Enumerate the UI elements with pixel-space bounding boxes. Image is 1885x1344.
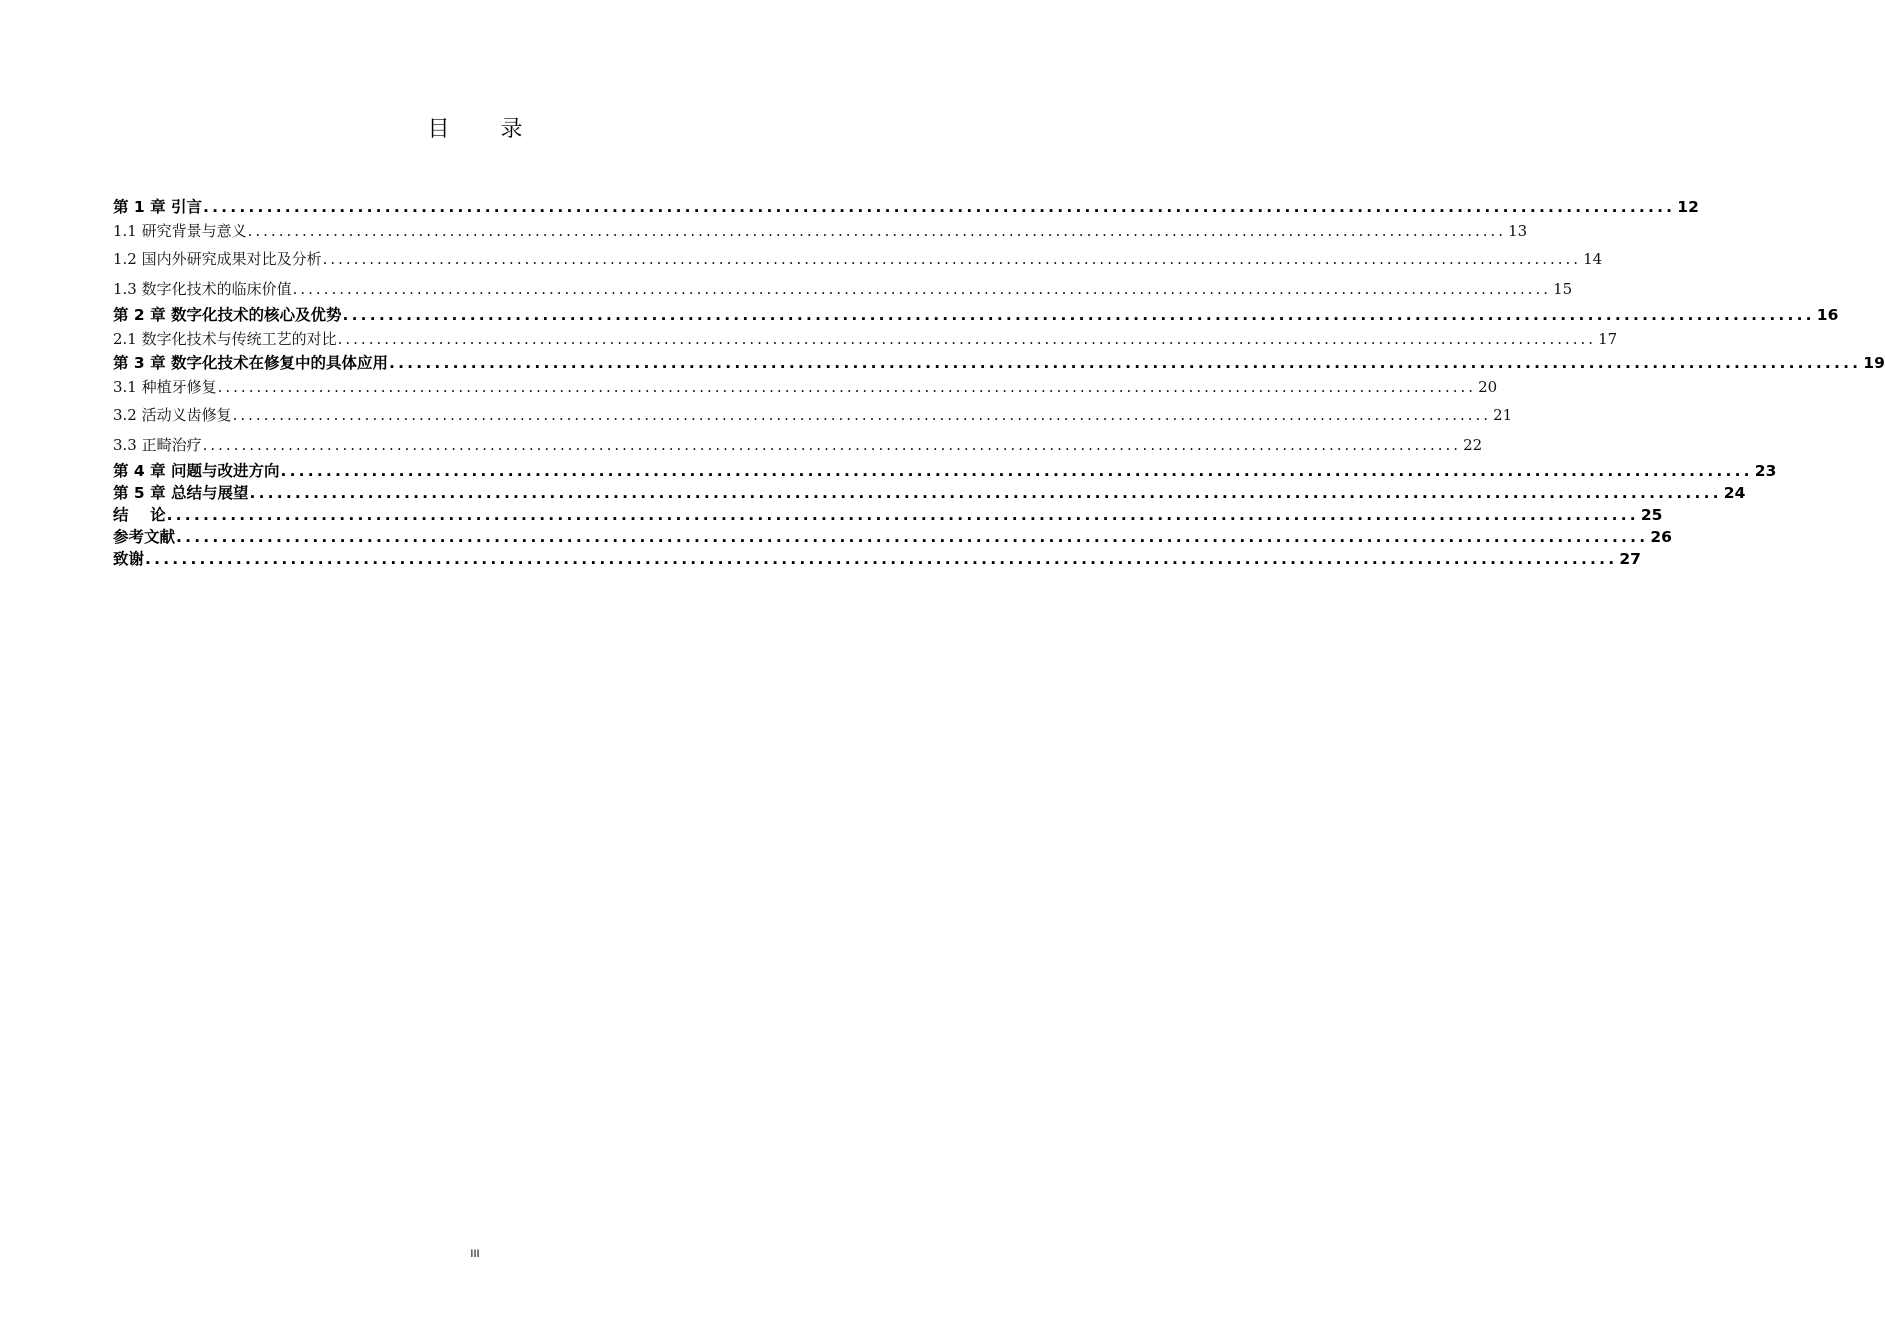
toc-entry-section-1-3[interactable] [113, 274, 1573, 304]
toc-entry-page: 12 [1677, 198, 1699, 216]
toc-entry-chapter-3[interactable] [113, 352, 1885, 374]
toc-entry-section-3-2[interactable] [113, 400, 1513, 430]
toc-entry-label: 第 4 章 问题与改进方向 [113, 462, 280, 480]
toc-entry-label: 致谢 [113, 550, 145, 568]
toc-entry-page: 22 [1463, 436, 1483, 454]
toc-leader-dots: .................................................................................................................................................................. [202, 436, 1462, 454]
toc-entry-page: 19 [1863, 354, 1885, 372]
toc-entry-chapter-5[interactable] [113, 482, 1746, 504]
toc-entry-label: 参考文献 [113, 528, 176, 546]
toc-entry-section-1-2[interactable] [113, 244, 1603, 274]
table-of-contents [113, 196, 1885, 570]
toc-entry-page: 23 [1754, 462, 1777, 480]
toc-entry-label: 1.1 研究背景与意义 [113, 222, 247, 240]
toc-leader-dots: .................................................................................................................................................................. [176, 528, 1649, 546]
toc-entry-label: 2.1 数字化技术与传统工艺的对比 [113, 330, 337, 348]
toc-entry-page: 21 [1493, 406, 1513, 424]
toc-entry-page: 24 [1723, 484, 1746, 502]
toc-entry-page: 27 [1619, 550, 1641, 568]
toc-entry-section-2-1[interactable] [113, 326, 1618, 352]
toc-leader-dots: .................................................................................................................................................................. [342, 306, 1815, 324]
toc-entry-label: 第 3 章 数字化技术在修复中的具体应用 [113, 354, 388, 372]
toc-entry-section-3-1[interactable] [113, 374, 1498, 400]
toc-leader-dots: .................................................................................................................................................................. [232, 406, 1492, 424]
toc-entry-label: 1.2 国内外研究成果对比及分析 [113, 250, 322, 268]
toc-entry-page: 13 [1508, 222, 1528, 240]
page-number: III [470, 1248, 480, 1260]
toc-entry-page: 15 [1553, 280, 1573, 298]
toc-leader-dots: .................................................................................................................................................................. [292, 280, 1552, 298]
toc-entry-chapter-1[interactable] [113, 196, 1699, 218]
toc-leader-dots: .................................................................................................................................................................. [280, 462, 1753, 480]
toc-entry-label: 第 2 章 数字化技术的核心及优势 [113, 306, 342, 324]
toc-entry-acknowledgements[interactable] [113, 548, 1641, 570]
toc-entry-label: 第 1 章 引言 [113, 198, 202, 216]
toc-entry-label: 3.3 正畸治疗 [113, 436, 202, 454]
toc-entry-conclusion[interactable] [113, 504, 1663, 526]
toc-entry-label: 3.1 种植牙修复 [113, 378, 217, 396]
toc-leader-dots: .................................................................................................................................................................. [249, 484, 1722, 502]
toc-entry-label: 第 5 章 总结与展望 [113, 484, 249, 502]
toc-entry-label: 1.3 数字化技术的临床价值 [113, 280, 292, 298]
toc-leader-dots: .................................................................................................................................................................. [388, 354, 1862, 372]
toc-leader-dots: .................................................................................................................................................................. [217, 378, 1477, 396]
toc-leader-dots: .................................................................................................................................................................. [145, 550, 1618, 568]
toc-entry-page: 25 [1640, 506, 1663, 524]
toc-leader-dots: .................................................................................................................................................................. [202, 198, 1676, 216]
toc-entry-chapter-2[interactable] [113, 304, 1839, 326]
toc-entry-section-3-3[interactable] [113, 430, 1483, 460]
toc-entry-label: 结 论 [113, 506, 166, 524]
toc-entry-page: 14 [1583, 250, 1603, 268]
toc-entry-page: 26 [1650, 528, 1672, 546]
toc-entry-page: 20 [1478, 378, 1498, 396]
toc-entry-references[interactable] [113, 526, 1672, 548]
toc-leader-dots: .................................................................................................................................................................. [166, 506, 1639, 524]
toc-leader-dots: .................................................................................................................................................................. [337, 330, 1597, 348]
page-title: 目 录 [427, 117, 545, 142]
toc-leader-dots: .................................................................................................................................................................. [322, 250, 1582, 268]
toc-entry-page: 17 [1598, 330, 1618, 348]
toc-entry-section-1-1[interactable] [113, 218, 1528, 244]
toc-entry-label: 3.2 活动义齿修复 [113, 406, 232, 424]
toc-entry-page: 16 [1816, 306, 1839, 324]
toc-leader-dots: .................................................................................................................................................................. [247, 222, 1507, 240]
toc-entry-chapter-4[interactable] [113, 460, 1777, 482]
